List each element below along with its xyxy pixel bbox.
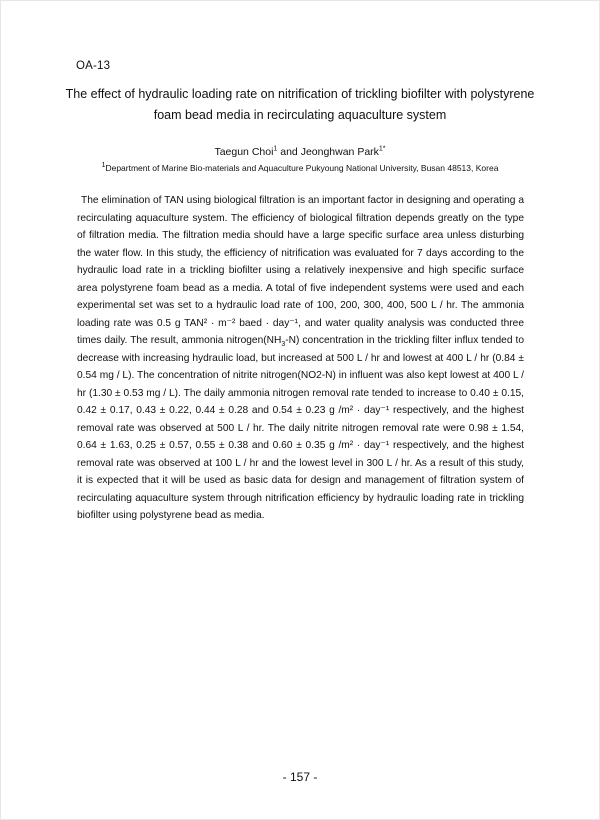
author-affiliation-mark: 1 [273,145,278,153]
abstract-subscript: 3 [281,341,286,349]
author-name: Jeonghwan Park [300,146,379,158]
author-affiliation-mark: 1* [378,145,386,153]
abstract-code: OA-13 [76,60,111,72]
author-name: Taegun Choi [214,146,274,158]
paper-title-line-1: The effect of hydraulic loading rate on nitrification of trickling biofilter with polystyrene [65,87,535,101]
abstract-text: -N) concentration in the trickling filter influx tended to decrease with increasing hydraulic load, but increased at 500 L / hr and lowest at 400 L / hr (0.84 ± 0.54 mg / L). The concentration of nitrite nitrogen(NO2-N) in influent was also kept lowest at 400 L / hr (1.30 ± 0.53 mg / L). The daily ammonia nitrogen removal rate tended to increase to 0.40 ± 0.15, 0.42 ± 0.17, 0.43 ± 0.22, 0.44 ± 0.28 and 0.54 ± 0.23 g /m² · day⁻¹ respectively, and the highest removal rate was observed at 500 L / hr. The daily nitrite nitrogen removal rate were 0.98 ± 1.54, 0.64 ± 1.63, 0.25 ± 0.57, 0.55 ± 0.38 and 0.60 ± 0.35 g /m² · day⁻¹ respectively, and the highest removal rate was observed at 100 L / hr and the lowest level in 300 L / hr. As a result of this study, it is expected that it will be used as basic data for design and management of filtration system of recirculating aquaculture system through nitrification efficiency by hydraulic loading rate in trickling biofilter using polystyrene bead as media. [77,335,525,521]
author-list [60,146,540,158]
author-joiner: and [277,146,301,158]
affiliation-text: Department of Marine Bio-materials and Aquaculture Pukyoung National University, Busan 48513, Korea [105,163,499,173]
paper-title-line-2: foam bead media in recirculating aquaculture system [153,108,447,122]
affiliation-mark: 1 [101,162,106,170]
abstract-body [77,192,524,525]
abstract-text: The elimination of TAN using biological filtration is an important factor in designing and operating a recirculating aquaculture system. The efficiency of biological filtration depends greatly on the type of filtration media. The filtration media should have a large specific surface area unless disturbing the water flow. In this study, the efficiency of nitrification was evaluated for 7 days according to the hydraulic load rate in a trickling biofilter using a relatively inexpensive and high specific surface area polystyrene foam bead as a media. A total of five independent systems were used and each experimental set was set to a hydraulic load rate of 100, 200, 300, 400, 500 L / hr. The ammonia loading rate was 0.5 g TAN² · m⁻² baed · day⁻¹, and water quality analysis was conducted three times daily. The result, ammonia nitrogen(NH [77,195,524,346]
page-number: - 157 - [282,770,318,784]
paper-title [60,84,540,126]
affiliation [60,163,540,173]
